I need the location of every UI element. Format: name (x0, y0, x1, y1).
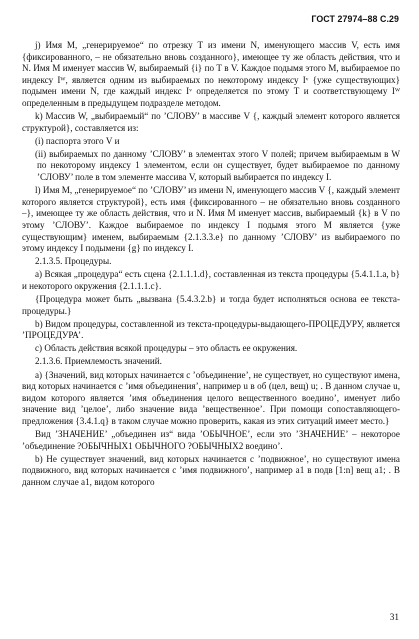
section-heading-2-1-3-5: 2.1.3.5. Процедуры. (35, 256, 112, 267)
paragraph-procedure-note: {Процедура может быть „вызвана {5.4.3.2.b} и тогда будет исполняться основа ее текста-процедуры.} (22, 293, 400, 316)
paragraph-k: k) Массив W, „выбираемый“ по ’СЛОВУ’ в массиве V {, каждый элемент которого является структурой}, составляется из: (22, 111, 400, 133)
section-heading-2-1-3-6: 2.1.3.6. Приемлемость значений. (35, 356, 162, 367)
paragraph-acceptability-b: b) Не существует значений, вид которых начинается с ’подвижное’, но существуют имена подвижного, вид которых начинается с ’имя подвижного’, например a1 в подв [1:n] вещ a1; . В данном случае a1, видом которого (22, 453, 400, 487)
paragraph-procedure-c: c) Область действия всякой процедуры – это область ее окружения. (35, 343, 298, 354)
paragraph-k-ii: (ii) выбираемых по данному ’СЛОВУ’ в элементах этого V полей; причем выбираемым в W по некоторому индексу 1 элементом, если он существует, будет выбираемое по данному ’СЛОВУ’ поле в том элементе массива V, который выбирается по индексу I. (35, 148, 400, 183)
paragraph-l: l) Имя M, „генерируемое“ по ’СЛОВУ’ из имени N, именующего массив V {, каждый элемент которого является структурой}, есть имя {фиксированного – не обязательно вновь созданного –}, имеющее ту же область действия, что и N. Имя M именует массив, выбираемый {k} в V по этому ’СЛОВУ’. Каждое выбираемое по индексу I подымя этого M является {уже существующим} именем, выбираемым {2.1.3.3.e} по данному ’СЛОВУ’ из выбираемого по этому индексу I подымени {g} по индексу I. (22, 185, 400, 254)
document-body (22, 40, 400, 490)
paragraph-united-definition: Вид ’ЗНАЧЕНИЕ’ „объединен из“ вида ’ОБЫЧНОЕ’, если это ’ЗНАЧЕНИЕ’ – некоторое ’объединение ?ОБЫЧНЫХ1 ОБЫЧНОГО ?ОБЫЧНЫХ2 воедино’. (22, 429, 400, 451)
page-number: 31 (389, 613, 399, 623)
paragraph-k-i: (i) паспорта этого V и (35, 135, 120, 146)
paragraph-procedure-a: a) Всякая „процедура“ есть сцена {2.1.1.1.d}, составленная из текста процедуры {5.4.1.1.a, b} и некоторого окружения {2.1.1.1.c}. (22, 269, 400, 291)
paragraph-j: j) Имя M, „генерируемое“ по отрезку T из имени N, именующего массив V, есть имя {фиксированного, – не обязательно вновь созданного}, имеющее ту же область действия, что и N. Имя M именует массив W, выбираемый {i} по T в V. Каждое подымя этого M, выбираемое по индексу Iᵂ, является одним из выбираемых по некоторому индексу Iᵛ {уже существующих} подымен имени N, где каждый индекс Iᵛ определяется по этому T и соответствующему Iᵂ определенным в предыдущем подразделе методом. (22, 40, 400, 108)
paragraph-acceptability-a: a) {Значений, вид которых начинается с ’объединение’, не существует, но существуют имена, вид которых начинается с ’имя объединения’, например u в об (цел, вещ) u; . В данном случае u, видом которого является ’имя объединения целого вещественного воедино’, именует либо значение вид ’целое’, либо значение вида ’вещественное’. При помощи сопоставляющего-предложения {3.4.1.q} в таком случае можно проверить, какая из этих ситуаций имеет место.} (22, 369, 400, 426)
paragraph-procedure-b: b) Видом процедуры, составленной из текста-процедуры-выдающего-ПРОЦЕДУРУ, является ’ПРОЦЕДУРА’. (22, 318, 400, 341)
standard-header: ГОСТ 27974–88 С.29 (311, 14, 399, 24)
